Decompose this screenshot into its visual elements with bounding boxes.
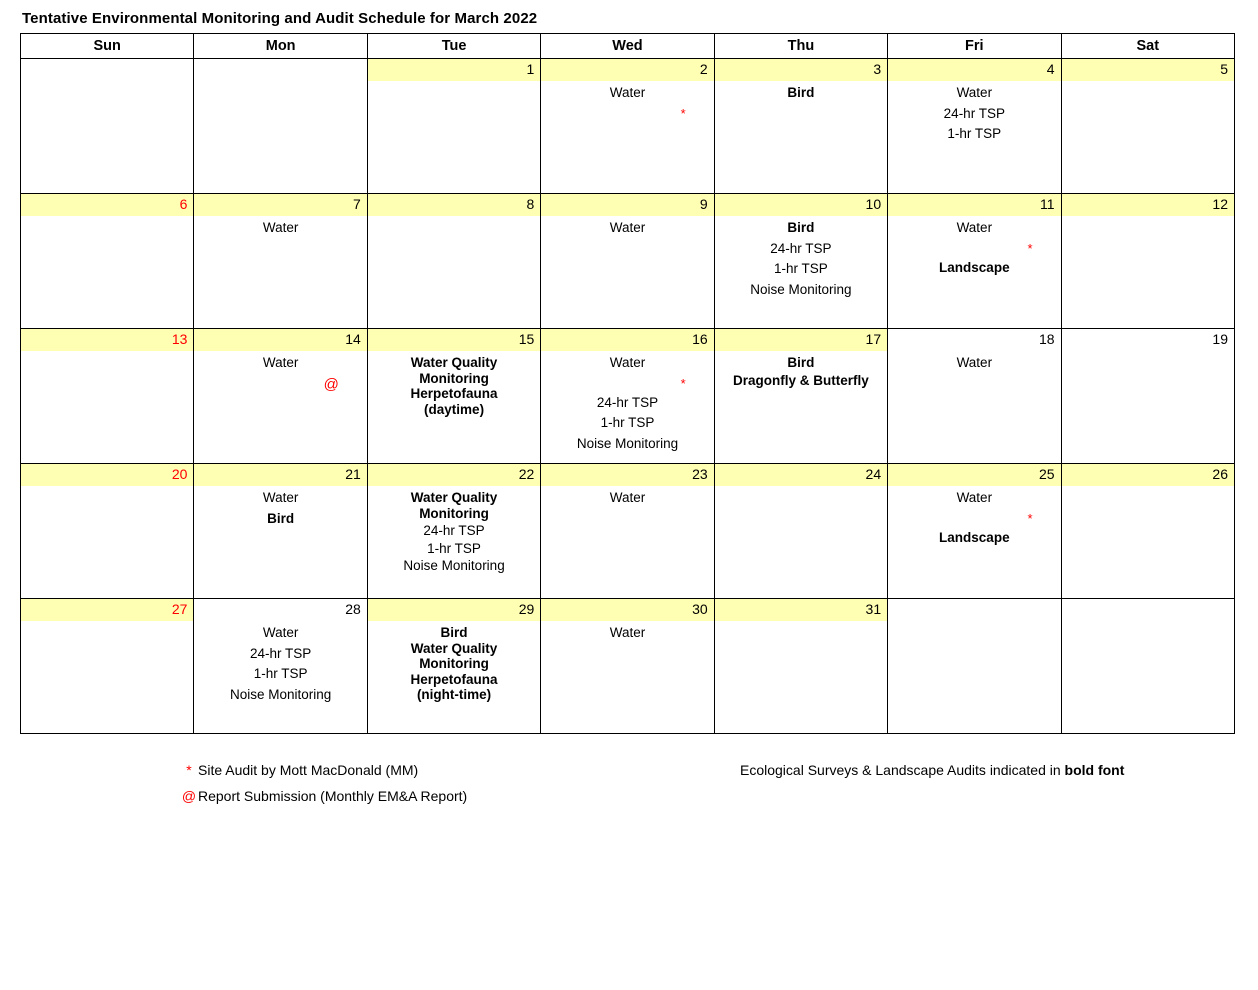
calendar-cell-day xyxy=(714,194,887,329)
calendar-cell-day xyxy=(888,464,1061,599)
day-number: 23 xyxy=(692,466,708,482)
day-number-bar xyxy=(1062,194,1234,216)
site-audit-marker: * xyxy=(680,375,686,391)
day-number-bar xyxy=(21,59,193,81)
event-label: 24-hr TSP xyxy=(249,645,312,661)
day-number: 24 xyxy=(865,466,882,482)
day-number-bar xyxy=(1062,464,1234,486)
calendar-cell-day xyxy=(541,599,714,734)
event-label: Herpetofauna xyxy=(410,386,498,401)
day-events xyxy=(715,216,887,296)
calendar-cell-day xyxy=(21,464,194,599)
weekday-header-mon: Mon xyxy=(194,34,367,59)
event-label: 24-hr TSP xyxy=(770,240,832,256)
calendar-cell-day xyxy=(1061,59,1234,194)
day-number: 18 xyxy=(1038,331,1055,347)
event-label: Monitoring xyxy=(419,656,489,671)
day-number-bar xyxy=(541,59,713,81)
calendar-cell-day xyxy=(367,194,540,329)
event-label: Water xyxy=(956,355,993,370)
day-events xyxy=(541,621,713,640)
page-title: Tentative Environmental Monitoring and Audit Schedule for March 2022 xyxy=(22,10,538,27)
calendar-cell-day xyxy=(541,329,714,464)
day-number-bar xyxy=(1062,59,1234,81)
calendar-cell-day xyxy=(714,59,887,194)
weekday-header-tue: Tue xyxy=(367,34,540,59)
day-number-bar xyxy=(1062,329,1234,351)
day-number: 22 xyxy=(518,466,535,482)
day-number: 19 xyxy=(1212,331,1228,347)
day-events xyxy=(368,81,540,86)
at-icon: @ xyxy=(181,788,197,804)
day-number-bar xyxy=(715,194,887,216)
calendar-cell-day xyxy=(714,464,887,599)
event-label: Noise Monitoring xyxy=(576,435,679,451)
event-label: Water Quality xyxy=(410,355,498,370)
calendar-cell-day xyxy=(21,194,194,329)
calendar-cell-day xyxy=(367,464,540,599)
day-number: 25 xyxy=(1038,466,1055,482)
day-events xyxy=(888,216,1060,274)
day-number-bar xyxy=(368,59,540,81)
day-number: 21 xyxy=(345,466,361,482)
legend-bold-note xyxy=(560,762,1235,778)
day-number: 4 xyxy=(1046,61,1055,77)
day-number: 11 xyxy=(1039,196,1055,212)
event-label: Water Quality xyxy=(410,490,498,505)
day-events xyxy=(194,81,366,86)
event-label: 1-hr TSP xyxy=(774,261,828,276)
weekday-header-wed: Wed xyxy=(541,34,714,59)
day-events xyxy=(715,81,887,100)
event-label: 24-hr TSP xyxy=(423,523,485,538)
day-number: 14 xyxy=(345,331,361,347)
day-events xyxy=(888,486,1060,544)
event-label: 1-hr TSP xyxy=(253,666,308,681)
calendar-cell-empty xyxy=(888,599,1061,734)
report-submission-marker: @ xyxy=(323,375,339,393)
day-number: 27 xyxy=(171,601,188,617)
day-events xyxy=(541,486,713,505)
calendar-cell-day xyxy=(194,599,367,734)
day-number: 10 xyxy=(865,196,882,212)
legend-at-label: Report Submission (Monthly EM&A Report) xyxy=(198,788,468,804)
day-number: 6 xyxy=(179,196,188,212)
day-number-bar xyxy=(368,464,540,486)
day-number: 26 xyxy=(1212,466,1228,482)
calendar-cell-day xyxy=(21,599,194,734)
calendar-cell-day xyxy=(367,329,540,464)
calendar-cell-day xyxy=(194,194,367,329)
event-label: Water xyxy=(956,220,993,235)
day-number: 13 xyxy=(171,331,188,347)
event-label: Monitoring xyxy=(419,505,489,521)
day-events xyxy=(888,81,1060,141)
day-events xyxy=(21,486,193,491)
event-label: Bird xyxy=(267,510,295,526)
calendar-week-row xyxy=(21,329,1235,464)
day-number: 31 xyxy=(865,601,882,617)
event-label: Bird xyxy=(787,220,815,235)
day-number: 2 xyxy=(699,61,708,77)
day-number-bar xyxy=(888,59,1060,81)
event-label: Water xyxy=(262,490,299,505)
day-events xyxy=(194,621,366,701)
calendar-cell-empty xyxy=(21,59,194,194)
event-label: Water xyxy=(262,355,299,370)
legend-at-item xyxy=(20,788,560,804)
event-label: Water xyxy=(956,85,993,100)
day-number: 15 xyxy=(518,331,535,347)
day-events xyxy=(194,486,366,525)
day-number-bar xyxy=(541,194,713,216)
calendar-cell-day xyxy=(1061,329,1234,464)
day-number: 7 xyxy=(353,196,361,212)
event-label: Noise Monitoring xyxy=(403,558,505,573)
day-number-bar xyxy=(715,599,887,621)
calendar-week-row xyxy=(21,194,1235,329)
site-audit-marker: * xyxy=(680,105,686,121)
day-events xyxy=(541,216,713,235)
event-label: Landscape xyxy=(939,259,1010,275)
event-label: Water xyxy=(609,625,646,640)
day-number-bar xyxy=(715,59,887,81)
day-number: 29 xyxy=(518,601,535,617)
day-number: 5 xyxy=(1220,61,1228,77)
day-number: 8 xyxy=(526,196,535,212)
day-number-bar xyxy=(21,194,193,216)
legend-asterisk-item xyxy=(20,762,560,778)
day-events xyxy=(368,216,540,221)
site-audit-marker: * xyxy=(1027,240,1033,256)
day-number: 30 xyxy=(692,601,708,617)
day-number-bar xyxy=(194,194,366,216)
day-events xyxy=(368,351,540,416)
legend-row-at xyxy=(20,788,1235,804)
legend xyxy=(20,762,1235,804)
calendar-cell-day xyxy=(194,464,367,599)
calendar-cell-day xyxy=(1061,194,1234,329)
day-number-bar xyxy=(21,329,193,351)
day-events xyxy=(21,351,193,356)
event-label: Dragonfly & Butterfly xyxy=(733,372,869,388)
calendar-cell-day xyxy=(714,329,887,464)
day-number-bar xyxy=(541,599,713,621)
event-label: Bird xyxy=(440,625,468,640)
event-label: 24-hr TSP xyxy=(943,105,1005,121)
day-number-bar xyxy=(888,599,1060,621)
day-number: 12 xyxy=(1212,196,1228,212)
calendar-cell-day xyxy=(367,59,540,194)
day-number: 16 xyxy=(692,331,708,347)
calendar-body xyxy=(21,59,1235,734)
calendar-cell-day xyxy=(541,464,714,599)
day-number-bar xyxy=(715,329,887,351)
day-events xyxy=(715,621,887,626)
day-number-bar xyxy=(541,464,713,486)
calendar-cell-day xyxy=(541,194,714,329)
event-label: Herpetofauna xyxy=(410,671,498,687)
event-label: Water Quality xyxy=(410,640,498,656)
day-events xyxy=(194,351,366,392)
day-events xyxy=(368,621,540,702)
event-label: (daytime) xyxy=(424,401,485,417)
day-number: 1 xyxy=(526,61,535,77)
day-events xyxy=(368,486,540,573)
day-number-bar xyxy=(368,194,540,216)
event-label: Noise Monitoring xyxy=(750,281,852,297)
calendar-cell-day xyxy=(714,599,887,734)
calendar-cell-empty xyxy=(194,59,367,194)
day-number-bar xyxy=(888,329,1060,351)
day-events xyxy=(194,216,366,235)
event-label: 1-hr TSP xyxy=(600,415,655,430)
legend-bold-note-prefix: Ecological Surveys & Landscape Audits indicated in xyxy=(740,762,1065,778)
day-number-bar xyxy=(194,59,366,81)
day-number-bar xyxy=(194,599,366,621)
day-events xyxy=(715,351,887,387)
day-number: 28 xyxy=(345,601,361,617)
day-number-bar xyxy=(194,329,366,351)
event-label: Bird xyxy=(787,355,815,370)
day-number: 3 xyxy=(873,61,882,77)
event-label: Water xyxy=(609,85,646,100)
day-number-bar xyxy=(541,329,713,351)
day-events xyxy=(21,621,193,626)
day-number-bar xyxy=(368,599,540,621)
weekday-header-sun: Sun xyxy=(21,34,194,59)
calendar-week-row xyxy=(21,464,1235,599)
calendar-cell-day xyxy=(1061,464,1234,599)
calendar-table xyxy=(20,33,1235,734)
day-number-bar xyxy=(21,464,193,486)
site-audit-marker: * xyxy=(1027,510,1033,526)
event-label: Water xyxy=(956,490,993,505)
weekday-header-fri: Fri xyxy=(888,34,1061,59)
weekday-header-thu: Thu xyxy=(714,34,887,59)
calendar-cell-day xyxy=(888,194,1061,329)
event-label: 1-hr TSP xyxy=(947,126,1002,141)
day-events xyxy=(1062,486,1234,491)
calendar-cell-day xyxy=(888,329,1061,464)
calendar-cell-day xyxy=(888,59,1061,194)
event-label: Water xyxy=(609,220,646,235)
day-events xyxy=(1062,351,1234,356)
day-events xyxy=(888,621,1060,626)
event-label: Water xyxy=(262,220,299,235)
event-label: (night-time) xyxy=(416,687,492,702)
day-number-bar xyxy=(368,329,540,351)
day-number-bar xyxy=(194,464,366,486)
legend-asterisk-label: Site Audit by Mott MacDonald (MM) xyxy=(198,762,419,778)
day-number-bar xyxy=(888,464,1060,486)
day-events xyxy=(541,81,713,120)
day-events xyxy=(541,351,713,450)
day-events xyxy=(21,81,193,86)
asterisk-icon: * xyxy=(186,762,192,778)
event-label: Water xyxy=(262,625,299,640)
legend-bold-note-emphasis: bold font xyxy=(1064,762,1125,778)
day-number: 17 xyxy=(865,331,882,347)
day-number-bar xyxy=(715,464,887,486)
calendar-cell-day xyxy=(21,329,194,464)
day-number-bar xyxy=(21,599,193,621)
event-label: 24-hr TSP xyxy=(596,394,659,410)
calendar-cell-day xyxy=(541,59,714,194)
calendar-cell-day xyxy=(367,599,540,734)
event-label: Monitoring xyxy=(419,370,489,386)
event-label: Bird xyxy=(787,85,815,100)
event-label: Water xyxy=(609,490,646,505)
event-label: Noise Monitoring xyxy=(229,686,332,702)
event-label: 1-hr TSP xyxy=(427,540,481,556)
weekday-header-sat: Sat xyxy=(1061,34,1234,59)
day-number: 20 xyxy=(171,466,188,482)
day-events xyxy=(1062,216,1234,221)
event-label: Water xyxy=(609,355,646,370)
day-events xyxy=(21,216,193,221)
day-number: 9 xyxy=(699,196,708,212)
calendar-week-row xyxy=(21,59,1235,194)
weekday-header-row xyxy=(21,34,1235,59)
day-number-bar xyxy=(888,194,1060,216)
day-events xyxy=(888,351,1060,370)
day-events xyxy=(1062,81,1234,86)
legend-row-asterisk xyxy=(20,762,1235,778)
calendar-week-row xyxy=(21,599,1235,734)
calendar-cell-day xyxy=(194,329,367,464)
day-events xyxy=(715,486,887,491)
event-label: Landscape xyxy=(939,529,1010,545)
